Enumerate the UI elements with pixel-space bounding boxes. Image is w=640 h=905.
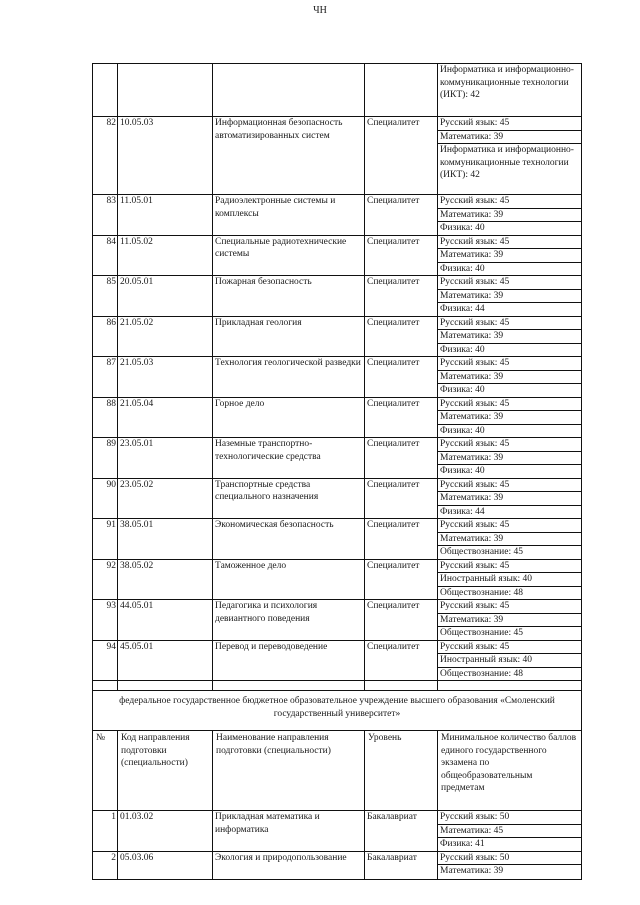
empty-cell (118, 681, 213, 691)
empty-cell (93, 681, 118, 691)
min-scores (438, 559, 582, 600)
row-number: 94 (93, 640, 118, 681)
min-scores (438, 276, 582, 317)
subject-score: Русский язык: 45 (438, 117, 581, 131)
subject-score: Физика: 40 (440, 385, 485, 395)
education-level: Специалитет (365, 600, 438, 641)
table-row (93, 600, 582, 641)
header-subjects: Минимальное количество баллов единого государственного экзамена по общеобразовательным предметам (438, 731, 582, 811)
education-level: Специалитет (365, 478, 438, 519)
subject-score: Русский язык: 45 (438, 195, 581, 209)
subject-score: Физика: 40 (440, 223, 485, 233)
program-code: 11.05.02 (118, 235, 213, 276)
row-number: 2 (93, 851, 118, 879)
min-scores (438, 519, 582, 560)
empty-cell (213, 681, 365, 691)
table-row (93, 851, 582, 879)
subject-score: Математика: 39 (438, 492, 581, 506)
min-scores (438, 64, 582, 117)
program-name: Информационная безопасность автоматизированных систем (213, 117, 365, 195)
subject-score: Русский язык: 45 (438, 438, 581, 452)
table-row (93, 316, 582, 357)
page-number: ЧН (313, 5, 327, 16)
program-code: 01.03.02 (118, 811, 213, 852)
row-number: 89 (93, 438, 118, 479)
row-number: 91 (93, 519, 118, 560)
program-code: 21.05.04 (118, 397, 213, 438)
program-name: Педагогика и психология девиантного поведения (213, 600, 365, 641)
program-name: Наземные транспортно-технологические средства (213, 438, 365, 479)
program-name (213, 64, 365, 117)
education-level: Специалитет (365, 519, 438, 560)
program-name: Радиоэлектронные системы и комплексы (213, 195, 365, 236)
empty-cell (365, 681, 438, 691)
row-number: 93 (93, 600, 118, 641)
min-scores (438, 357, 582, 398)
min-scores (438, 811, 582, 852)
min-scores (438, 640, 582, 681)
subject-score: Иностранный язык: 40 (438, 654, 581, 668)
table-row (93, 357, 582, 398)
subject-score: Математика: 39 (438, 290, 581, 304)
subject-score: Математика: 45 (438, 825, 581, 839)
subject-score: Информатика и информационно-коммуникационные технологии (ИКТ): 42 (440, 65, 574, 100)
admission-table (92, 63, 582, 880)
program-code: 10.05.03 (118, 117, 213, 195)
table-row (93, 478, 582, 519)
program-code (118, 64, 213, 117)
subject-score: Русский язык: 45 (438, 317, 581, 331)
subject-score: Математика: 39 (440, 866, 504, 876)
program-name: Технология геологической разведки (213, 357, 365, 398)
program-name: Прикладная математика и информатика (213, 811, 365, 852)
table-row (93, 397, 582, 438)
table-row (93, 117, 582, 195)
education-level: Специалитет (365, 397, 438, 438)
min-scores (438, 438, 582, 479)
table-row (93, 519, 582, 560)
subject-score: Русский язык: 45 (438, 519, 581, 533)
subject-score: Физика: 40 (440, 263, 485, 274)
program-name: Пожарная безопасность (213, 276, 365, 317)
row-number: 86 (93, 316, 118, 357)
subject-score: Математика: 39 (438, 371, 581, 385)
subject-score: Иностранный язык: 40 (438, 573, 581, 587)
education-level: Специалитет (365, 195, 438, 236)
min-scores (438, 316, 582, 357)
program-code: 23.05.02 (118, 478, 213, 519)
spacer-row (93, 681, 582, 691)
row-number: 88 (93, 397, 118, 438)
program-code: 45.05.01 (118, 640, 213, 681)
education-level: Бакалавриат (365, 851, 438, 879)
program-name: Горное дело (213, 397, 365, 438)
table-row (93, 811, 582, 852)
education-level: Специалитет (365, 559, 438, 600)
subject-score: Русский язык: 45 (438, 357, 581, 371)
subject-score: Математика: 39 (438, 614, 581, 628)
program-code: 05.03.06 (118, 851, 213, 879)
education-level (365, 64, 438, 117)
program-name: Специальные радиотехнические системы (213, 235, 365, 276)
organization-row (93, 691, 582, 731)
row-number: 1 (93, 811, 118, 852)
subject-score: Обществознание: 45 (440, 547, 523, 557)
subject-score: Информатика и информационно-коммуникационные технологии (ИКТ): 42 (440, 145, 574, 180)
row-number: 87 (93, 357, 118, 398)
education-level: Специалитет (365, 640, 438, 681)
program-name: Прикладная геология (213, 316, 365, 357)
row-number: 92 (93, 559, 118, 600)
table-row (93, 559, 582, 600)
header-level: Уровень (365, 731, 438, 811)
subject-score: Физика: 44 (440, 304, 485, 314)
program-code: 23.05.01 (118, 438, 213, 479)
min-scores (438, 117, 582, 195)
min-scores (438, 397, 582, 438)
program-code: 21.05.02 (118, 316, 213, 357)
education-level: Бакалавриат (365, 811, 438, 852)
subject-score: Русский язык: 45 (438, 276, 581, 290)
row-number: 85 (93, 276, 118, 317)
row-number (93, 64, 118, 117)
subject-score: Математика: 39 (438, 209, 581, 223)
table-row (93, 640, 582, 681)
subject-score: Обществознание: 48 (440, 668, 523, 679)
program-name: Перевод и переводоведение (213, 640, 365, 681)
subject-score: Русский язык: 45 (438, 641, 581, 655)
subject-score: Физика: 40 (440, 425, 485, 436)
subject-score: Русский язык: 45 (438, 560, 581, 574)
education-level: Специалитет (365, 276, 438, 317)
education-level: Специалитет (365, 117, 438, 195)
subject-score: Математика: 39 (438, 452, 581, 466)
subject-score: Физика: 40 (440, 344, 485, 355)
row-number: 84 (93, 235, 118, 276)
program-name: Транспортные средства специального назначения (213, 478, 365, 519)
program-name: Экономическая безопасность (213, 519, 365, 560)
subject-score: Русский язык: 45 (438, 479, 581, 493)
header-code: Код направления подготовки (специальности) (118, 731, 213, 811)
table-row (93, 195, 582, 236)
min-scores (438, 851, 582, 879)
program-name: Экология и природопользование (213, 851, 365, 879)
row-number: 83 (93, 195, 118, 236)
program-code: 21.05.03 (118, 357, 213, 398)
min-scores (438, 478, 582, 519)
header-row (93, 731, 582, 811)
min-scores (438, 195, 582, 236)
subject-score: Русский язык: 45 (438, 398, 581, 412)
subject-score: Русский язык: 50 (438, 852, 581, 866)
row-number: 82 (93, 117, 118, 195)
table-row (93, 438, 582, 479)
subject-score: Физика: 40 (440, 466, 485, 476)
header-number: № (93, 731, 118, 811)
program-code: 38.05.02 (118, 559, 213, 600)
subject-score: Математика: 39 (438, 330, 581, 344)
table-row (93, 276, 582, 317)
program-name: Таможенное дело (213, 559, 365, 600)
subject-score: Математика: 39 (438, 249, 581, 263)
program-code: 11.05.01 (118, 195, 213, 236)
organization-title: федеральное государственное бюджетное образовательное учреждение высшего образования «Смоленский государственный университет» (93, 691, 582, 731)
program-code: 38.05.01 (118, 519, 213, 560)
subject-score: Физика: 44 (440, 506, 485, 517)
subject-score: Русский язык: 50 (438, 811, 581, 825)
program-code: 20.05.01 (118, 276, 213, 317)
education-level: Специалитет (365, 235, 438, 276)
subject-score: Русский язык: 45 (438, 236, 581, 250)
table-row (93, 235, 582, 276)
subject-score: Математика: 39 (438, 533, 581, 547)
subject-score: Математика: 39 (438, 131, 581, 145)
subject-score: Математика: 39 (438, 411, 581, 425)
subject-score: Обществознание: 48 (440, 587, 523, 598)
min-scores (438, 235, 582, 276)
subject-score: Обществознание: 45 (440, 628, 523, 638)
subject-score: Физика: 41 (440, 839, 485, 849)
education-level: Специалитет (365, 438, 438, 479)
education-level: Специалитет (365, 316, 438, 357)
empty-cell (438, 681, 582, 691)
program-code: 44.05.01 (118, 600, 213, 641)
subject-score: Русский язык: 45 (438, 600, 581, 614)
min-scores (438, 600, 582, 641)
header-name: Наименование направления подготовки (специальности) (213, 731, 365, 811)
education-level: Специалитет (365, 357, 438, 398)
row-number: 90 (93, 478, 118, 519)
table-row (93, 64, 582, 117)
